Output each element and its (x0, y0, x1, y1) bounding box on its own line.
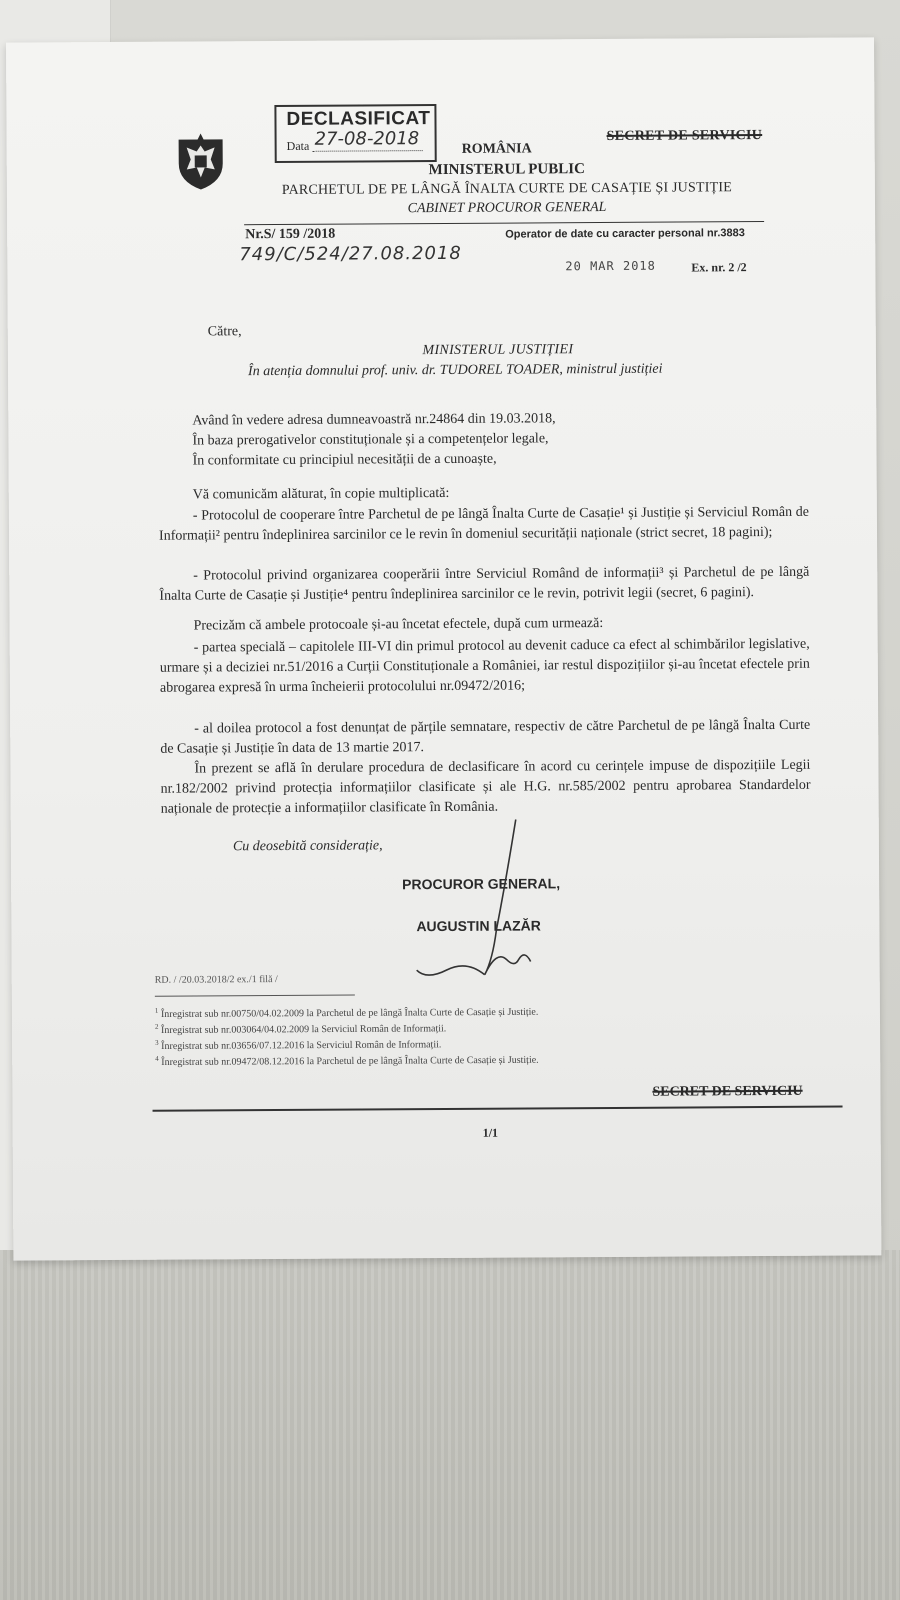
exemplar-number: Ex. nr. 2 /2 (691, 260, 747, 275)
header-divider (244, 221, 764, 225)
closing-line: Cu deosebită considerație, (232, 838, 383, 855)
footnote-1: $^1$ Înregistrat sub nr.00750/04.02.2009 la Parchetul de pe lângă Înalta Curte de Casație și Justiție. (154, 1006, 539, 1021)
header-ministry: MINISTERUL PUBLIC (428, 161, 585, 179)
item-protocol-2: - Protocolul privind organizarea cooperării între Serviciul Romând de informații³ și Parchetul de pe lângă Înalta Curte de Casație și Justiție⁴ pentru îndeplinirea sarcinilor ce le revin, potrivit legii (secret, 6 pagini). (159, 564, 810, 604)
header-cabinet: CABINET PROCUROR GENERAL (407, 199, 607, 217)
header-country: ROMÂNIA (461, 141, 532, 157)
point-1: - partea specială – capitolele III-VI din primul protocol au devenit caduce ca efect al schimbărilor legislative, urmare și a deciziei nr.51/2016 a Curții Constituționale a României, iar restul dispozițiilor și-au încetat efectele prin abrogarea expresă în urma încheierii protocolului nr.09472/2016; (159, 636, 810, 696)
data-operator-number: Operator de date cu caracter personal nr.3883 (505, 227, 745, 241)
footnote-divider (155, 995, 355, 997)
point-2: - al doilea protocol a fost denunțat de părțile semnatare, respectiv de către Parchetul de pe lângă Înalta Curte de Casație și Justiție în data de 13 martie 2017. (160, 717, 811, 757)
addressee-ministry: MINISTERUL JUSTIȚIEI (422, 342, 574, 359)
rd-line: RD. / /20.03.2018/2 ex./1 filă / (154, 974, 278, 986)
addressee-attention: În atenția domnului prof. univ. dr. TUDOREL TOADER, ministrul justiției (247, 361, 663, 380)
coat-of-arms-icon (175, 129, 227, 191)
current-status: În prezent se află în derulare procedura de declasificare în acord cu cerințele impuse de dispozițiile Legii nr.182/2002 privind protecția informațiilor clasificate și ale H.G. nr.585/2002 pentru aprobarea Standardelor naționale de protecție a informațiilor clasificate în România. (160, 757, 811, 817)
stamp-date-handwritten: 27-08-2018 (314, 128, 420, 150)
page-number: 1/1 (482, 1125, 499, 1140)
stamp-date-label: Data (286, 138, 310, 153)
footnote-4: $^4$ Înregistrat sub nr.09472/08.12.2016 la Parchetul de pe lângă Înalta Curte de Casație și Justiție. (155, 1054, 539, 1069)
footer-divider (153, 1106, 843, 1112)
document-page (6, 37, 881, 1260)
intro-line-3: În conformitate cu principiul necesității de a cunoaște, (192, 451, 497, 469)
item-protocol-1: - Protocolul de cooperare între Parchetul de pe lângă Înalta Curte de Casație¹ și Justiție și Serviciul Român de Informații² pentru îndeplinirea sarcinilor ce le revin în domeniul securității naționale (strict secret, 18 pagini); (158, 504, 809, 544)
stamp-title: DECLASIFICAT (286, 108, 431, 130)
communicate-line: Vă comunicăm alăturat, în copie multiplicată: (192, 485, 450, 503)
intro-line-2: În baza prerogativelor constituționale și a competențelor legale, (192, 431, 549, 449)
clarify-line: Precizăm că ambele protocoale și-au încetat efectele, după cum urmează: (193, 616, 604, 634)
signature-name: AUGUSTIN LAZĂR (416, 917, 541, 935)
intro-line-1: Având în vedere adresa dumneavoastră nr.24864 din 19.03.2018, (192, 411, 556, 429)
handwritten-registry: 749/C/524/27.08.2018 (239, 242, 462, 266)
addressee-to: Către, (207, 324, 242, 340)
handwritten-signature (406, 809, 557, 990)
registry-number: Nr.S/ 159 /2018 (245, 226, 336, 243)
tablecloth (0, 1250, 900, 1600)
header-office: PARCHETUL DE PE LÂNGĂ ÎNALTA CURTE DE CASAȚIE ȘI JUSTIȚIE (281, 180, 732, 198)
date-stamp: 20 MAR 2018 (565, 258, 656, 274)
classification-bottom: SECRET DE SERVICIU (652, 1083, 803, 1100)
signature-role: PROCUROR GENERAL, (402, 875, 561, 893)
classification-top: SECRET DE SERVICIU (606, 128, 763, 144)
footnote-2: $^2$ Înregistrat sub nr.003064/04.02.2009 la Serviciul Român de Informații. (154, 1022, 447, 1037)
footnote-3: $^3$ Înregistrat sub nr.03656/07.12.2016 la Serviciul Român de Informații. (155, 1038, 442, 1053)
